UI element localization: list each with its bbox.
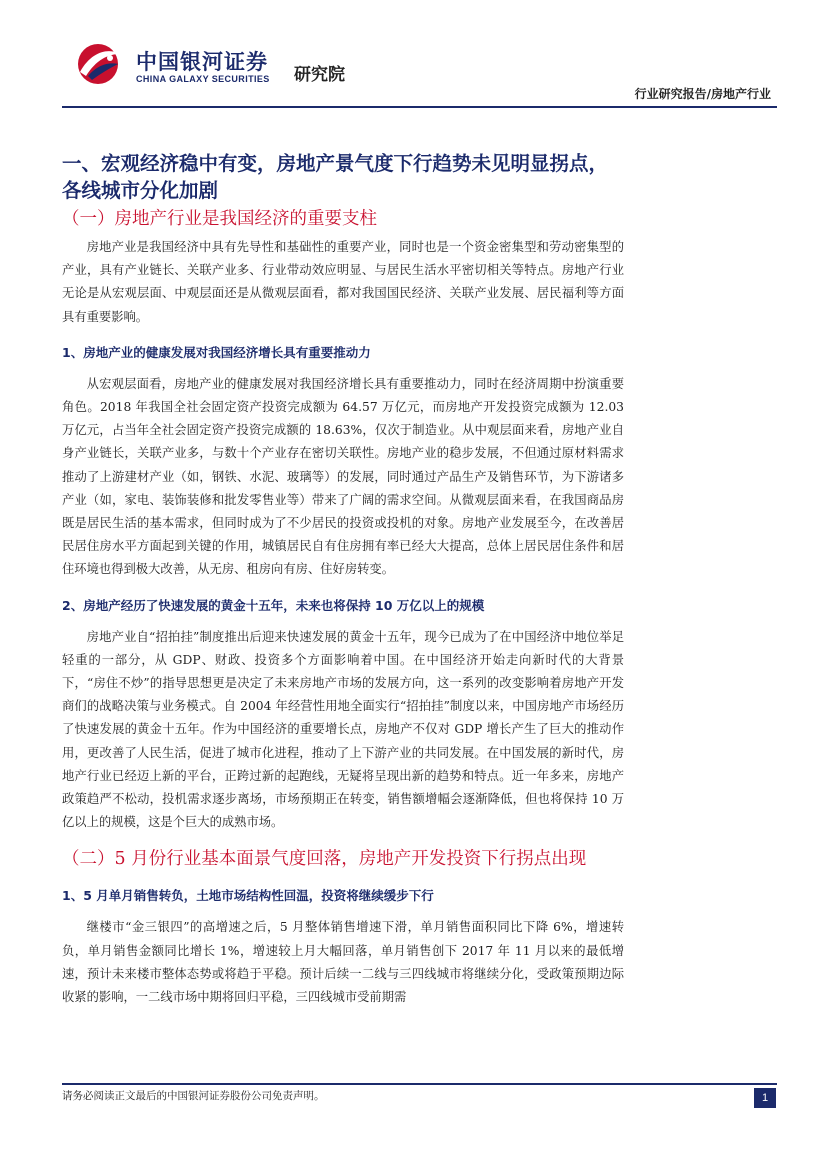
page-number: 1: [754, 1088, 776, 1108]
main-content: [62, 150, 624, 1009]
footer-divider: [62, 1083, 777, 1085]
galaxy-logo-icon: [70, 42, 126, 86]
subsection-heading-1: （一）房地产行业是我国经济的重要支柱: [62, 209, 377, 229]
logo-chinese-name: 中国银河证券: [136, 50, 268, 74]
report-type: 行业研究报告/房地产行业: [634, 87, 771, 101]
point-heading-2: 2、房地产经历了快速发展的黄金十五年，未来也将保持 10 万亿以上的规模: [62, 597, 485, 613]
logo-english-name: CHINA GALAXY SECURITIES: [136, 74, 270, 84]
point-heading-1: 1、房地产业的健康发展对我国经济增长具有重要推动力: [62, 344, 371, 360]
paragraph-1: 从宏观层面看，房地产业的健康发展对我国经济增长具有重要推动力，同时在经济周期中扮演重要角色。2018 年我国全社会固定资产投资完成额为 64.57 万亿元，而房地产开发投资完成额为 12.03 万亿元，占当年全社会固定资产投资完成额的 18.63%，仅次于制造业。从中观层面来看，房地产业自身产业链长，关联产业多，与数十个产业存在密切关联性。房地产业的稳步发展，不但通过原材料需求推动了上游建材产业（如，钢铁、水泥、玻璃等）的发展，同时通过产品生产及销售环节，为下游诸多产业（如，家电、装饰装修和批发零售业等）带来了广阔的需求空间。从微观层面来看，在我国商品房既是居民生活的基本需求，但同时成为了不少居民的投资或投机的对象。房地产业发展至今，在改善居民居住房水平方面起到关键的作用，城镇居民自有住房拥有率已经大大提高，总体上居民居住条件和居住环境也得到极大改善，从无房、租房向有房、住好房转变。: [62, 376, 624, 577]
institute-label: 研究院: [294, 65, 345, 85]
point-heading-3: 1、5 月单月销售转负，土地市场结构性回温，投资将继续缓步下行: [62, 888, 434, 904]
subsection-heading-2: （二）5 月份行业基本面景气度回落，房地产开发投资下行拐点出现: [62, 849, 587, 870]
paragraph-2: 房地产业自“招拍挂”制度推出后迎来快速发展的黄金十五年，现今已成为了在中国经济中地位举足轻重的一部分，从 GDP、财政、投资多个方面影响着中国。在中国经济开始走向新时代的大背景下，“房住不炒”的指导思想更是决定了未来房地产市场的发展方向，这一系列的改变影响着房地产开发商们的战略决策与业务模式。自 2004 年经营性用地全面实行“招拍挂”制度以来，中国房地产市场经历了快速发展的黄金十五年。作为中国经济的重要增长点，房地产不仅对 GDP 增长产生了巨大的推动作用，更改善了人民生活，促进了城市化进程，推动了上下游产业的共同发展。在中国发展的新时代，房地产行业已经迈上新的平台，正跨过新的起跑线，无疑将呈现出新的趋势和特点。近一年多来，房地产政策趋严不松动，投机需求逐步离场，市场预期正在转变，销售额增幅会逐渐降低，但也将保持 10 万亿以上的规模，这是个巨大的成熟市场。: [62, 629, 624, 830]
header-divider: [62, 106, 777, 108]
section-heading-1: 一、宏观经济稳中有变，房地产景气度下行趋势未见明显拐点，各线城市分化加剧: [62, 152, 609, 202]
paragraph-intro: 房地产业是我国经济中具有先导性和基础性的重要产业，同时也是一个资金密集型和劳动密集型的产业，具有产业链长、关联产业多、行业带动效应明显、与居民生活水平密切相关等特点。房地产行业无论是从宏观层面、中观层面还是从微观层面看，都对我国国民经济、关联产业发展、居民福利等方面具有重要影响。: [62, 240, 624, 324]
paragraph-3: 继楼市“金三银四”的高增速之后，5 月整体销售增速下滑，单月销售面积同比下降 6%，增速转负，单月销售金额同比增长 1%，增速较上月大幅回落，单月销售创下 2017 年 11 月以来的最低增速，预计未来楼市整体态势或将趋于平稳。预计后续一二线与三四线城市将继续分化，受政策预期边际收紧的影响，一二线市场中期将回归平稳，三四线城市受前期需: [62, 920, 624, 1005]
page-header: [62, 40, 777, 104]
footer-disclaimer: 请务必阅读正文最后的中国银河证券股份公司免责声明。: [62, 1090, 325, 1102]
